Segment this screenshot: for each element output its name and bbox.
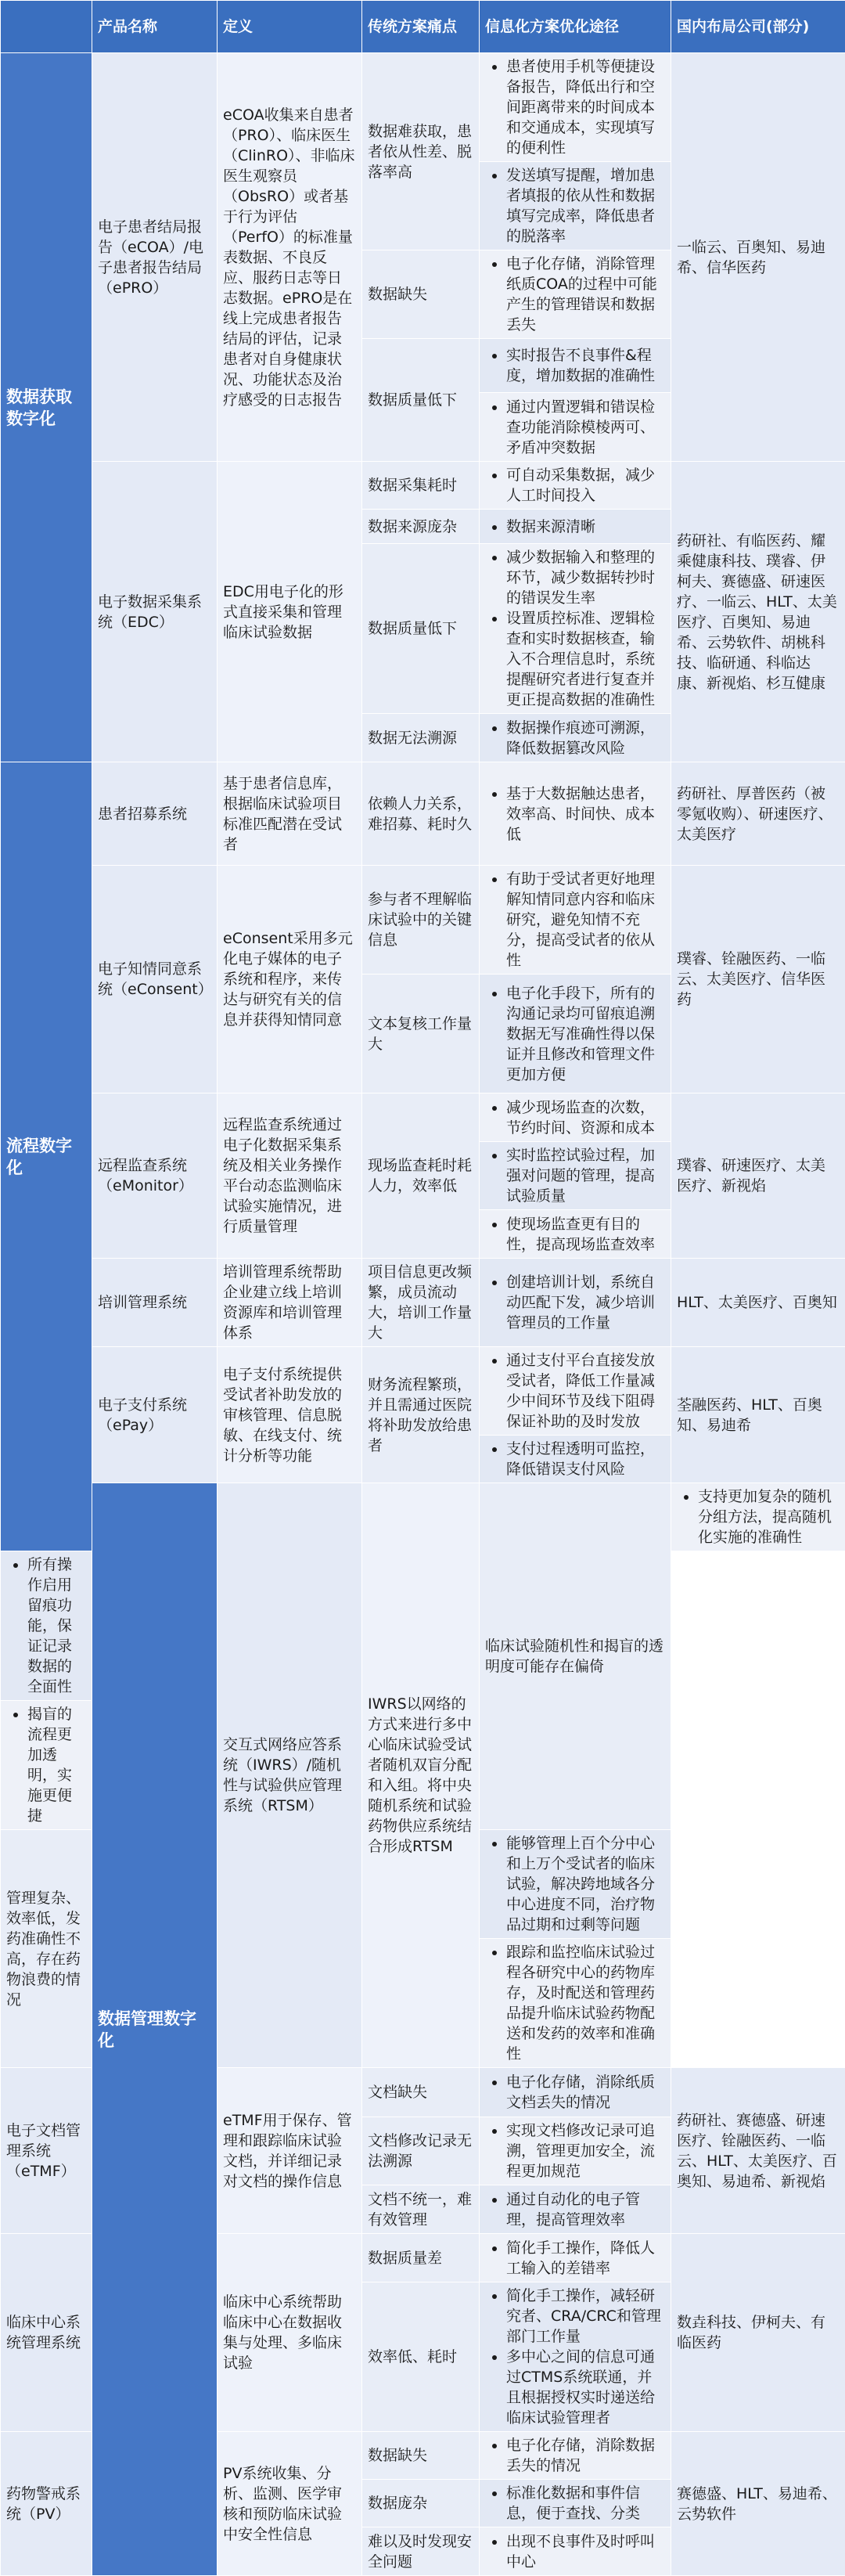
product-name-recruit: 患者招募系统	[92, 762, 218, 866]
opt-cell	[480, 393, 671, 462]
table-row-epay	[1, 1347, 845, 1436]
opt-cell	[480, 2282, 671, 2432]
definition-epay: 电子支付系统提供受试者补助发放的审核管理、信息脱敏、在线支付、统计分析等功能	[218, 1347, 362, 1483]
header-pain-points: 传统方案痛点	[362, 1, 480, 53]
pain-recruit-1: 依赖人力关系，难招募、耗时久	[362, 762, 480, 866]
opt-cell	[480, 2234, 671, 2282]
opt-emonitor-1: • 减少现场监查的次数，节约时间、资源和成本	[506, 1097, 665, 1138]
category-data-management: 数据管理数字化	[92, 1483, 218, 2576]
opt-cell	[480, 1259, 671, 1347]
opt-ctms-1: • 简化手工操作，降低人工输入的差错率	[506, 2238, 665, 2279]
opt-ecoa-4: • 实时报告不良事件&程度，增加数据的准确性	[506, 345, 665, 386]
pain-edc-3: 数据质量低下	[362, 544, 480, 714]
pain-emonitor-1: 现场监查耗时耗人力，效率低	[362, 1093, 480, 1259]
opt-cell	[1, 1701, 92, 1830]
opt-cell	[480, 714, 671, 762]
opt-cell	[480, 1830, 671, 1939]
definition-etmf: eTMF用于保存、管理和跟踪临床试验文档，并详细记录对文档的操作信息	[218, 2068, 362, 2234]
opt-iwrs-4: • 能够管理上百个分中心和上万个受试者的临床试验，解决跨地域各分中心进度不同，治疗物品过期和过剩等问题	[506, 1833, 665, 1935]
definition-training: 培训管理系统帮助企业建立线上培训资源库和培训管理体系	[218, 1259, 362, 1347]
opt-ctms-2: • 简化手工操作，减轻研究者、CRA/CRC和管理部门工作量	[506, 2286, 665, 2347]
product-name-ctms: 临床中心系统管理系统	[1, 2234, 92, 2432]
opt-cell	[480, 1142, 671, 1210]
opt-cell	[480, 866, 671, 975]
pain-ecoa-2: 数据缺失	[362, 250, 480, 339]
product-name-training: 培训管理系统	[92, 1259, 218, 1347]
opt-etmf-3: • 通过自动化的电子管理，提高管理效率	[506, 2189, 665, 2230]
table-row-ecoa	[1, 53, 845, 162]
category-data-acquisition: 数据获取数字化	[1, 53, 92, 762]
header-companies: 国内布局公司(部分)	[671, 1, 845, 53]
opt-ecoa-1: • 患者使用手机等便捷设备报告，降低出行和空间距离带来的时间成本和交通成本，实现填写的便利性	[506, 56, 665, 158]
opt-econsent-2: • 电子化手段下，所有的沟通记录均可留痕追溯数据无写准确性得以保证并且修改和管理文件更加方便	[506, 983, 665, 1085]
opt-etmf-2: • 实现文档修改记录可追溯，管理更加安全，流程更加规范	[506, 2120, 665, 2181]
pain-ctms-1: 数据质量差	[362, 2234, 480, 2282]
opt-cell	[480, 975, 671, 1093]
pain-epay-1: 财务流程繁琐，并且需通过医院将补助发放给患者	[362, 1347, 480, 1483]
header-definition: 定义	[218, 1, 362, 53]
opt-cell	[480, 339, 671, 393]
opt-econsent-1: • 有助于受试者更好地理解知情同意内容和临床研究，避免知情不充分，提高受试者的依从性	[506, 869, 665, 971]
pain-pv-2: 数据庞杂	[362, 2480, 480, 2527]
pain-ctms-2: 效率低、耗时	[362, 2282, 480, 2432]
pain-iwrs-1: 临床试验随机性和揭盲的透明度可能存在偏倚	[480, 1483, 671, 1830]
opt-edc-5: • 数据操作痕迹可溯源，降低数据篡改风险	[506, 718, 665, 758]
opt-emonitor-3: • 使现场监查更有目的性，提高现场监查效率	[506, 1214, 665, 1255]
pain-iwrs-2: 管理复杂、效率低，发药准确性不高，存在药物浪费的情况	[1, 1830, 92, 2068]
opt-epay-1: • 通过支付平台直接发放受试者，降低工作量减少中间环节及线下阻碍保证补助的及时发放	[506, 1350, 665, 1432]
table-row-emonitor	[1, 1093, 845, 1142]
pain-pv-3: 难以及时发现安全问题	[362, 2527, 480, 2576]
table-row-iwrs	[1, 1483, 845, 1551]
opt-edc-3: • 减少数据输入和整理的环节，减少数据转抄时的错误发生率	[506, 547, 665, 608]
product-name-econsent: 电子知情同意系统（eConsent）	[92, 866, 218, 1093]
opt-cell	[480, 510, 671, 544]
companies-training: HLT、太美医疗、百奥知	[671, 1259, 845, 1347]
opt-cell	[480, 1093, 671, 1142]
opt-cell	[480, 2068, 671, 2117]
opt-edc-4: • 设置质控标准、逻辑检查和实时数据核查，输入不合理信息时，系统提醒研究者进行复查并更正提高数据的准确性	[506, 608, 665, 710]
opt-iwrs-3: • 揭盲的流程更加透明，实施更便捷	[27, 1704, 86, 1826]
opt-pv-1: • 电子化存储，消除数据丢失的情况	[506, 2435, 665, 2476]
opt-cell	[480, 53, 671, 162]
pain-training-1: 项目信息更改频繁，成员流动大，培训工作量大	[362, 1259, 480, 1347]
opt-cell	[480, 2480, 671, 2527]
pain-ecoa-3: 数据质量低下	[362, 339, 480, 462]
table-row-edc	[1, 462, 845, 510]
opt-cell	[480, 2185, 671, 2234]
opt-iwrs-1: • 支持更加复杂的随机分组方法，提高随机化实施的准确性	[698, 1486, 840, 1547]
opt-cell	[480, 162, 671, 250]
header-blank	[1, 1, 92, 53]
table-row-training	[1, 1259, 845, 1347]
opt-cell	[480, 762, 671, 866]
opt-cell	[480, 250, 671, 339]
product-name-ecoa: 电子患者结局报告（eCOA）/电子患者报告结局（ePRO）	[92, 53, 218, 462]
pain-etmf-3: 文档不统一，难有效管理	[362, 2185, 480, 2234]
companies-etmf: 药研社、赛德盛、研速医疗、铨融医药、一临云、HLT、太美医疗、百奥知、易迪希、新视焰	[671, 2068, 845, 2234]
opt-iwrs-5: • 跟踪和监控临床试验过程各研究中心的药物库存，及时配送和管理药品提升临床试验药物配送和发药的效率和准确性	[506, 1942, 665, 2064]
companies-emonitor: 璞睿、研速医疗、太美医疗、新视焰	[671, 1093, 845, 1259]
definition-pv: PV系统收集、分析、监测、医学审核和预防临床试验中安全性信息	[218, 2432, 362, 2576]
opt-cell	[480, 1347, 671, 1436]
opt-cell	[480, 544, 671, 714]
opt-cell	[671, 1483, 845, 1551]
definition-iwrs: IWRS以网络的方式来进行多中心临床试验受试者随机双盲分配和入组。将中央随机系统和试验药物供应系统结合形成RTSM	[362, 1483, 480, 2068]
opt-ctms-3: • 多中心之间的信息可通过CTMS系统联通，并且根据授权实时递送给临床试验管理者	[506, 2347, 665, 2428]
opt-emonitor-2: • 实时监控试验过程，加强对问题的管理，提高试验质量	[506, 1145, 665, 1206]
header-optimization: 信息化方案优化途径	[480, 1, 671, 53]
opt-cell	[480, 2117, 671, 2185]
product-name-etmf: 电子文档管理系统（eTMF）	[1, 2068, 92, 2234]
pain-etmf-2: 文档修改记录无法溯源	[362, 2117, 480, 2185]
header-product-name: 产品名称	[92, 1, 218, 53]
opt-cell	[480, 1436, 671, 1483]
definition-ctms: 临床中心系统帮助临床中心在数据收集与处理、多临床试验	[218, 2234, 362, 2432]
opt-cell	[480, 1210, 671, 1259]
opt-etmf-1: • 电子化存储，消除纸质文档丢失的情况	[506, 2072, 665, 2113]
opt-cell	[480, 1939, 671, 2068]
opt-recruit-1: • 基于大数据触达患者，效率高、时间快、成本低	[506, 784, 665, 845]
companies-ecoa: 一临云、百奥知、易迪希、信华医药	[671, 53, 845, 462]
pain-ecoa-1: 数据难获取，患者依从性差、脱落率高	[362, 53, 480, 250]
opt-pv-2: • 标准化数据和事件信息，便于查找、分类	[506, 2483, 665, 2524]
category-process: 流程数字化	[1, 762, 92, 1551]
opt-ecoa-3: • 电子化存储，消除管理纸质COA的过程中可能产生的管理错误和数据丢失	[506, 254, 665, 335]
header-row	[1, 1, 845, 53]
opt-cell	[480, 2527, 671, 2576]
table-row-econsent	[1, 866, 845, 975]
pain-edc-4: 数据无法溯源	[362, 714, 480, 762]
opt-ecoa-2: • 发送填写提醒，增加患者填报的依从性和数据填写完成率，降低患者的脱落率	[506, 165, 665, 247]
companies-ctms: 数垚科技、伊柯夫、有临医药	[671, 2234, 845, 2432]
pain-edc-1: 数据采集耗时	[362, 462, 480, 510]
pain-pv-1: 数据缺失	[362, 2432, 480, 2480]
pain-edc-2: 数据来源庞杂	[362, 510, 480, 544]
companies-edc: 药研社、有临医药、耀乘健康科技、璞睿、伊柯夫、赛德盛、研速医疗、一临云、HLT、太美医疗、百奥知、易迪希、云势软件、胡桃科技、临研通、科临达康、新视焰、杉互健康	[671, 462, 845, 762]
definition-recruit: 基于患者信息库，根据临床试验项目标准匹配潜在受试者	[218, 762, 362, 866]
product-name-edc: 电子数据采集系统（EDC）	[92, 462, 218, 762]
opt-iwrs-2: • 所有操作启用留痕功能，保证记录数据的全面性	[27, 1555, 86, 1697]
product-name-pv: 药物警戒系统（PV）	[1, 2432, 92, 2576]
opt-epay-2: • 支付过程透明可监控，降低错误支付风险	[506, 1439, 665, 1479]
definition-econsent: eConsent采用多元化电子媒体的电子系统和程序，来传达与研究有关的信息并获得知情同意	[218, 866, 362, 1093]
table-row-recruit	[1, 762, 845, 866]
companies-epay: 荃融医药、HLT、百奥知、易迪希	[671, 1347, 845, 1483]
companies-econsent: 璞睿、铨融医药、一临云、太美医疗、信华医药	[671, 866, 845, 1093]
pain-etmf-1: 文档缺失	[362, 2068, 480, 2117]
opt-cell	[480, 2432, 671, 2480]
definition-edc: EDC用电子化的形式直接采集和管理临床试验数据	[218, 462, 362, 762]
opt-cell	[1, 1551, 92, 1701]
product-name-epay: 电子支付系统（ePay）	[92, 1347, 218, 1483]
opt-cell	[480, 462, 671, 510]
companies-recruit: 药研社、厚普医药（被零氪收购）、研速医疗、太美医疗	[671, 762, 845, 866]
definition-ecoa: eCOA收集来自患者（PRO）、临床医生（ClinRO）、非临床医生观察员（ObsRO）或者基于行为评估（PerfO）的标准量表数据、不良反应、服药日志等日志数据。ePRO是在线上完成患者报告结局的评估，记录患者对自身健康状况、功能状态及治疗感受的日志报告	[218, 53, 362, 462]
companies-pv: 赛德盛、HLT、易迪希、云势软件	[671, 2432, 845, 2576]
product-name-emonitor: 远程监查系统（eMonitor）	[92, 1093, 218, 1259]
definition-emonitor: 远程监查系统通过电子化数据采集系统及相关业务操作平台动态监测临床试验实施情况，进行质量管理	[218, 1093, 362, 1259]
pain-econsent-2: 文本复核工作量大	[362, 975, 480, 1093]
opt-edc-1: • 可自动采集数据，减少人工时间投入	[506, 465, 665, 506]
opt-pv-3: • 出现不良事件及时呼叫中心	[506, 2531, 665, 2572]
opt-edc-2: • 数据来源清晰	[506, 517, 665, 537]
opt-training-1: • 创建培训计划，系统自动匹配下发，减少培训管理员的工作量	[506, 1272, 665, 1333]
product-name-iwrs: 交互式网络应答系统（IWRS）/随机性与试验供应管理系统（RTSM）	[218, 1483, 362, 2068]
opt-ecoa-5: • 通过内置逻辑和错误检查功能消除模棱两可、矛盾冲突数据	[506, 397, 665, 458]
pain-econsent-1: 参与者不理解临床试验中的关键信息	[362, 866, 480, 975]
